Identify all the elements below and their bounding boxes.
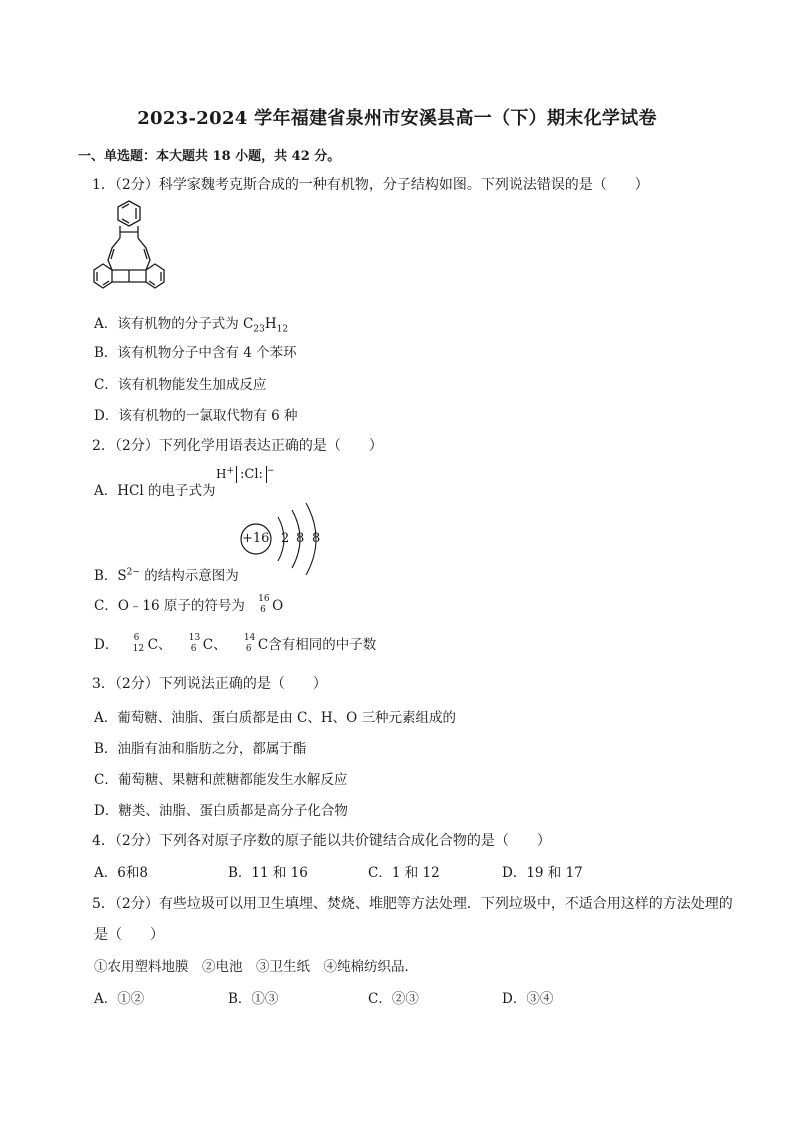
q3-option-d: D．糖类、油脂、蛋白质都是高分子化合物 — [94, 803, 348, 819]
q1-option-d: D．该有机物的一氯取代物有 6 种 — [94, 408, 298, 424]
q1-stem: 1．（2分）科学家魏考克斯合成的一种有机物，分子结构如图。下列说法错误的是（ ） — [92, 177, 649, 193]
shell-2-electrons: 8 — [296, 531, 305, 546]
q5-option-c: C．②③ — [368, 991, 419, 1007]
q2-option-d: D． 6 12 C、 13 6 C、 14 6 C含有相同的中子数 — [94, 632, 377, 654]
q3-option-a: A．葡萄糖、油脂、蛋白质都是由 C、H、O 三种元素组成的 — [94, 710, 457, 726]
q1-option-b: B．该有机物分子中含有 4 个苯环 — [94, 345, 297, 361]
q5-stem-line1: 5．（2分）有些垃圾可以用卫生填埋、焚烧、堆肥等方法处理．下列垃圾中，不适合用这样的方法处理的 — [92, 896, 733, 912]
q4-option-c: C．1 和 12 — [368, 865, 440, 881]
nucleus-charge: +16 — [242, 531, 270, 546]
q3-option-b: B．油脂有油和脂肪之分，都属于酯 — [94, 741, 307, 757]
q5-option-b: B．①③ — [228, 991, 279, 1007]
hcl-electron-formula: H+ :Cl: − — [216, 466, 275, 482]
q5-stem-line2: 是（ ） — [94, 927, 164, 943]
q2-option-c: C．O﹣16 原子的符号为 16 6 O — [94, 593, 284, 615]
q4-option-d: D．19 和 17 — [502, 865, 583, 881]
q5-option-d: D．③④ — [502, 991, 554, 1007]
q1-option-c: C．该有机物能发生加成反应 — [94, 377, 267, 393]
q4-option-b: B．11 和 16 — [228, 865, 308, 881]
shell-3-electrons: 8 — [312, 531, 321, 546]
page-title: 2023-2024 学年福建省泉州市安溪县高一（下）期末化学试卷 — [137, 108, 657, 129]
shell-1-electrons: 2 — [281, 531, 290, 546]
q5-option-a: A．①② — [94, 991, 145, 1007]
q2-option-b: B．$S^{2-}$ 的结构示意图为 — [94, 567, 239, 584]
q1-option-a: A．该有机物的分子式为 $C_{23}H_{12}$ — [94, 316, 289, 335]
q3-option-c: C．葡萄糖、果糖和蔗糖都能发生水解反应 — [94, 772, 348, 788]
q4-stem: 4．（2分）下列各对原子序数的原子能以共价键结合成化合物的是（ ） — [92, 833, 551, 849]
molecule-structure-figure — [90, 196, 168, 300]
q3-stem: 3．（2分）下列说法正确的是（ ） — [92, 676, 327, 692]
q2-option-a: A．HCl 的电子式为 — [94, 483, 216, 499]
section-heading: 一、单选题：本大题共 18 小题，共 42 分。 — [78, 149, 341, 164]
q5-items: ①农用塑料地膜 ②电池 ③卫生纸 ④纯棉纺织品． — [94, 959, 418, 975]
q2-stem: 2．（2分）下列化学用语表达正确的是（ ） — [92, 438, 383, 454]
q4-option-a: A．6和8 — [94, 865, 148, 881]
